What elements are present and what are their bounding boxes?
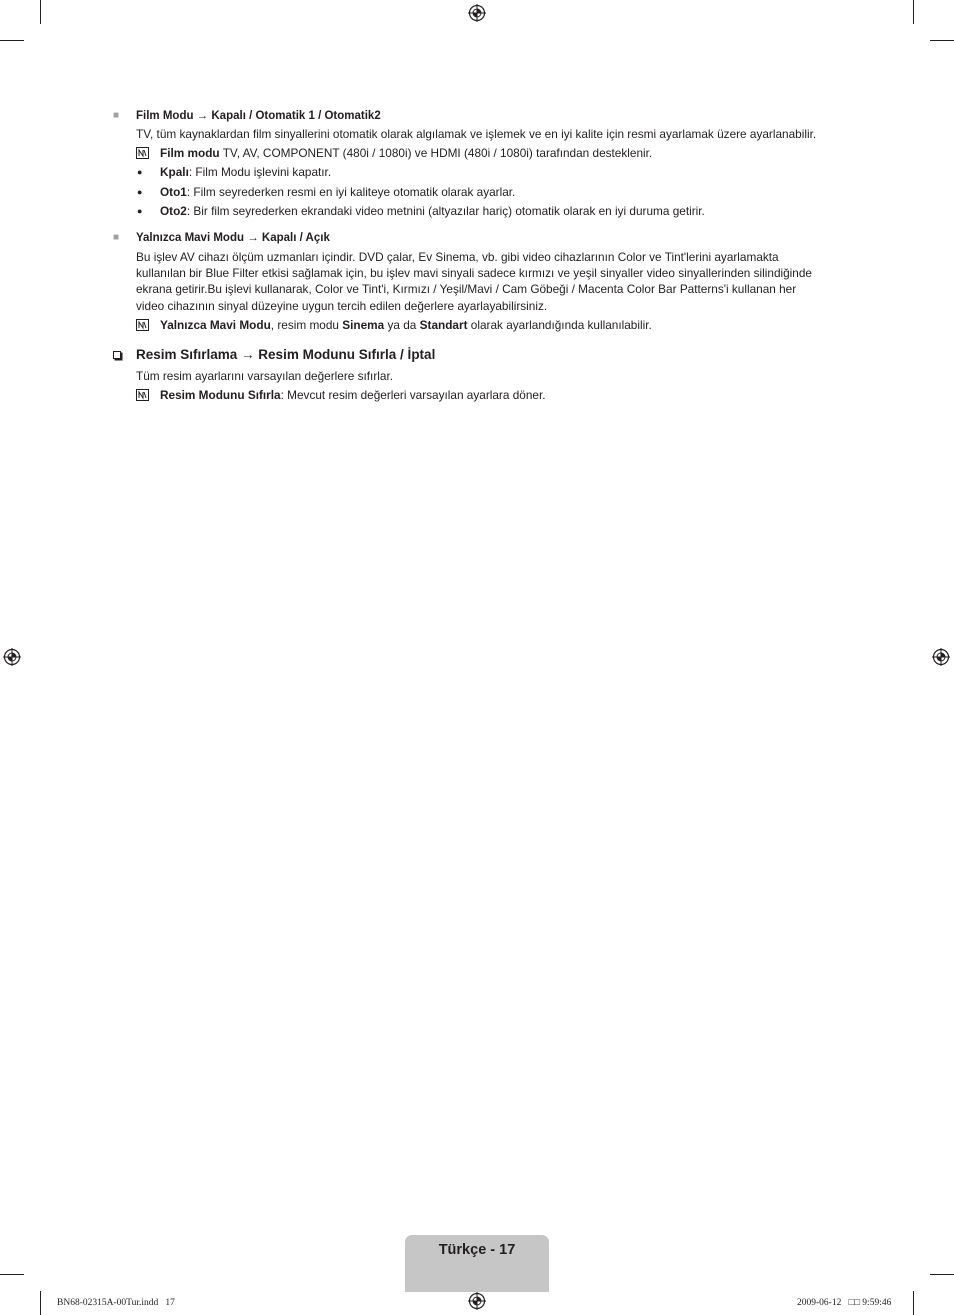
crop-mark [0,40,24,41]
blue-mode-note-label: Yalnızca Mavi Modu [160,317,271,332]
file-slug: BN68-02315A-00Tur.indd 17 [57,1298,175,1308]
registration-mark-icon [931,647,951,667]
film-mode-note-text: TV, AV, COMPONENT (480i / 1080i) ve HDMI (480i / 1080i) tarafından desteklenir. [219,146,653,161]
crop-mark [913,1291,914,1315]
dot-bullet-icon: ● [137,186,143,197]
note-text: ya da [384,317,420,332]
note-text: , resim modu [270,317,343,332]
reset-note-label: Resim Modunu Sıfırla [160,388,281,403]
checkbox-bullet-icon [113,346,136,364]
dot-bullet-icon: ● [137,167,143,178]
registration-mark-icon [467,3,487,23]
list-item [136,184,843,200]
note-standart: Standart [419,317,468,332]
option-text: : Film Modu işlevini kapatır. [188,165,332,180]
blue-mode-heading [113,230,843,246]
option-label: Oto1 [160,184,187,199]
square-bullet-icon: ■ [113,110,120,121]
blue-mode-description [136,249,843,314]
square-bullet-icon: ■ [113,232,120,244]
reset-heading [113,346,843,364]
crop-mark [930,1274,954,1275]
blue-mode-title: Yalnızca Mavi Modu → Kapalı / Açık [136,232,330,245]
note-text: olarak ayarlandığında kullanılabilir. [467,317,652,332]
description-line: ekrana getirir.Bu işlevi kullanarak, Color ve Tint'i, Kırmızı / Yeşil/Mavi / Cam Göbeği / Macenta Color Bar Patterns'i kullanan her [136,282,797,297]
reset-title: Resim Sıfırlama → Resim Modunu Sıfırla / İptal [136,347,436,363]
crop-mark [40,0,41,24]
date-slug: 2009-06-12 □□ 9:59:46 [797,1298,892,1308]
page-number-tab [405,1235,549,1292]
crop-mark [0,1274,24,1275]
page-number: Türkçe - 17 [438,1242,516,1258]
option-label: Oto2 [160,203,187,218]
reset-description: Tüm resim ayarlarını varsayılan değerlere sıfırlar. [136,369,393,384]
page-content [113,108,843,403]
description-line: kullanılan bir Blue Filter etkisi sağlamak için, bu işlev mavi sinyali sadece kırmızı ve yeşil sinyaller video sinyallerinden silindiğinde [136,266,812,281]
crop-mark [913,0,914,24]
film-mode-note [136,145,843,161]
registration-mark-icon [467,1291,487,1311]
note-icon [136,387,160,403]
crop-mark [930,40,954,41]
option-text: : Film seyrederken resmi en iyi kaliteye otomatik olarak ayarlar. [186,184,516,199]
list-item [136,203,843,219]
registration-mark-icon [2,647,22,667]
crop-mark [40,1291,41,1315]
film-mode-note-label: Film modu [160,146,220,161]
option-label: Kpalı [160,165,189,180]
film-mode-description: TV, tüm kaynaklardan film sinyallerini otomatik olarak algılamak ve işlemek ve en iyi kalite için resmi ayarlamak üzere ayarlanabilir. [136,127,817,141]
note-sinema: Sinema [342,317,385,332]
description-line: video cihazının sinyal düzeyine uygun tercih edilen değerlere ayarlayabilirsiniz. [136,298,548,313]
reset-note [136,387,843,403]
list-item [136,164,843,180]
description-line: Bu işlev AV cihazı ölçüm uzmanları içindir. DVD çalar, Ev Sinema, vb. gibi video cihazlarının Color ve Tint'lerini ayarlamakta [136,250,779,265]
reset-note-text: : Mevcut resim değerleri varsayılan ayarlara döner. [280,388,546,403]
film-mode-heading [113,108,843,124]
blue-mode-note [136,317,843,333]
note-icon [136,317,160,333]
option-text: : Bir film seyrederken ekrandaki video metnini (altyazılar hariç) otomatik olarak en iyi duruma getirir. [186,203,705,218]
note-icon [136,145,160,161]
dot-bullet-icon: ● [137,205,143,216]
film-mode-title: Film Modu → Kapalı / Otomatik 1 / Otomatik2 [136,110,381,122]
